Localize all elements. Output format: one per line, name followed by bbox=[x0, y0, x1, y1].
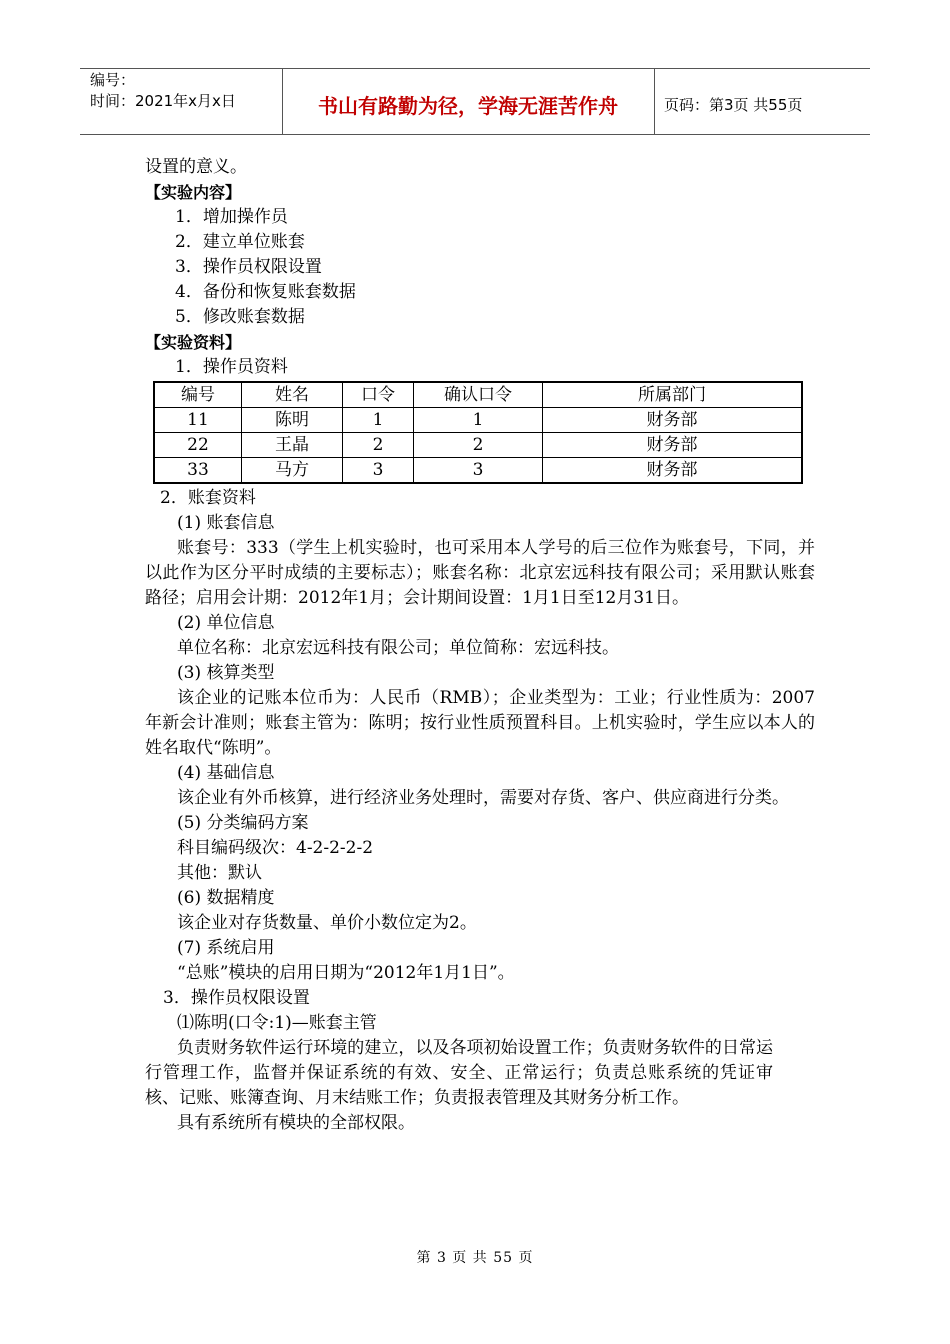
text-line: “总账”模块的启用日期为“2012年1月1日”。 bbox=[177, 963, 515, 983]
subheading: (2) 单位信息 bbox=[177, 613, 275, 633]
list-item: 2．建立单位账套 bbox=[175, 232, 305, 252]
text-line: 该企业对存货数量、单价小数位定为2。 bbox=[177, 913, 477, 933]
list-item: 1．增加操作员 bbox=[175, 207, 288, 227]
table-header-cell: 编号 bbox=[154, 382, 242, 408]
list-item: 3．操作员权限设置 bbox=[175, 257, 322, 277]
table-row bbox=[154, 408, 802, 433]
header-bottom-rule bbox=[80, 134, 870, 135]
page-footer: 第 3 页 共 55 页 bbox=[416, 1250, 534, 1266]
table-header-cell: 口令 bbox=[343, 382, 414, 408]
table-header-row bbox=[154, 382, 802, 408]
text-line: 其他：默认 bbox=[177, 863, 262, 883]
operators-table bbox=[153, 381, 803, 484]
table-cell: 1 bbox=[343, 408, 414, 433]
table-row bbox=[154, 433, 802, 458]
table-cell: 11 bbox=[154, 408, 242, 433]
header-divider bbox=[654, 68, 655, 135]
table-cell: 3 bbox=[414, 458, 543, 484]
text-line: 科目编码级次：4-2-2-2-2 bbox=[177, 838, 374, 858]
paragraph: 负责财务软件运行环境的建立，以及各项初始设置工作；负责财务软件的日常运行管理工作，监督并保证系统的有效、安全、正常运行；负责总账系统的凭证审核、记账、账簿查询、月末结账工作；负责报表管理及其财务分析工作。 bbox=[145, 1038, 773, 1108]
table-cell: 财务部 bbox=[543, 408, 803, 433]
table-cell: 2 bbox=[343, 433, 414, 458]
table-cell: 1 bbox=[414, 408, 543, 433]
table-row bbox=[154, 458, 802, 484]
header-date-label: 时间：2021年x月x日 bbox=[90, 92, 236, 110]
header-page-label: 页码：第3页 共55页 bbox=[664, 96, 803, 114]
table-cell: 王晶 bbox=[242, 433, 343, 458]
table-header-cell: 所属部门 bbox=[543, 382, 803, 408]
header-motto: 书山有路勤为径，学海无涯苦作舟 bbox=[318, 94, 618, 118]
section-heading-materials: 【实验资料】 bbox=[145, 333, 242, 352]
account-heading: 2．账套资料 bbox=[160, 488, 256, 508]
table-cell: 财务部 bbox=[543, 433, 803, 458]
table-cell: 财务部 bbox=[543, 458, 803, 484]
subheading: (6) 数据精度 bbox=[177, 888, 275, 908]
subheading: (1) 账套信息 bbox=[177, 513, 275, 533]
operators-heading: 1．操作员资料 bbox=[175, 357, 288, 377]
table-cell: 马方 bbox=[242, 458, 343, 484]
paragraph: 具有系统所有模块的全部权限。 bbox=[177, 1113, 415, 1133]
table-header-cell: 姓名 bbox=[242, 382, 343, 408]
table-cell: 22 bbox=[154, 433, 242, 458]
perm-heading: 3．操作员权限设置 bbox=[163, 988, 310, 1008]
section-heading-content: 【实验内容】 bbox=[145, 183, 242, 202]
paragraph: 该企业有外币核算，进行经济业务处理时，需要对存货、客户、供应商进行分类。 bbox=[177, 788, 789, 808]
subheading: (4) 基础信息 bbox=[177, 763, 275, 783]
header-meta bbox=[90, 70, 280, 112]
table-header-cell: 确认口令 bbox=[414, 382, 543, 408]
subheading: (5) 分类编码方案 bbox=[177, 813, 309, 833]
header-number-label: 编号： bbox=[90, 71, 136, 89]
paragraph: 账套号：333（学生上机实验时，也可采用本人学号的后三位作为账套号，下同，并以此作为区分平时成绩的主要标志）；账套名称：北京宏远科技有限公司；采用默认账套路径；启用会计期：2012年1月；会计期间设置：1月1日至12月31日。 bbox=[145, 538, 815, 608]
table-cell: 陈明 bbox=[242, 408, 343, 433]
header-top-rule bbox=[80, 68, 870, 69]
paragraph: 该企业的记账本位币为：人民币（RMB）；企业类型为：工业；行业性质为：2007年新会计准则；账套主管为：陈明；按行业性质预置科目。上机实验时，学生应以本人的姓名取代“陈明”。 bbox=[145, 688, 815, 758]
table-cell: 33 bbox=[154, 458, 242, 484]
list-item: 4．备份和恢复账套数据 bbox=[175, 282, 356, 302]
subheading: (3) 核算类型 bbox=[177, 663, 275, 683]
table-cell: 3 bbox=[343, 458, 414, 484]
list-item: 5．修改账套数据 bbox=[175, 307, 305, 327]
subheading: ⑴陈明(口令:1)—账套主管 bbox=[177, 1013, 377, 1033]
intro-line: 设置的意义。 bbox=[145, 157, 247, 177]
subheading: (7) 系统启用 bbox=[177, 938, 275, 958]
document-body bbox=[145, 155, 815, 1136]
paragraph: 单位名称：北京宏远科技有限公司；单位简称：宏远科技。 bbox=[177, 638, 619, 658]
table-cell: 2 bbox=[414, 433, 543, 458]
